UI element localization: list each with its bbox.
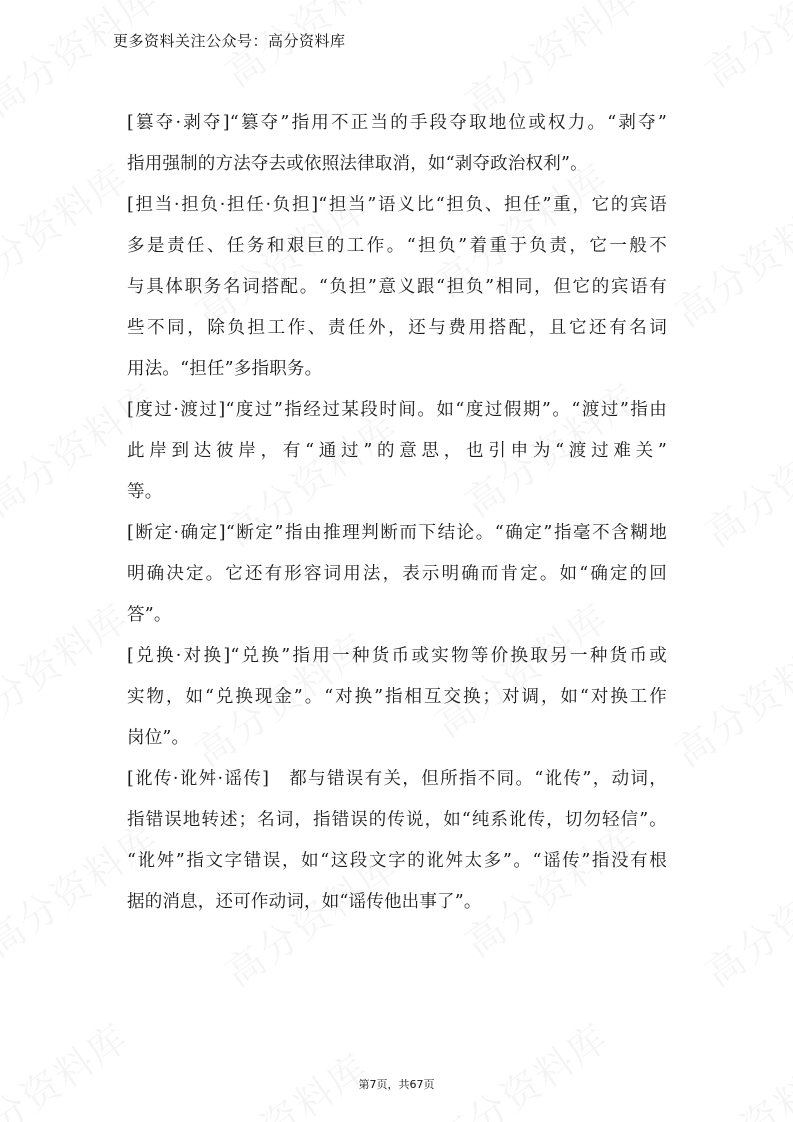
text-line: 指错误地转述；名词，指错误的传说，如“纯系讹传，切勿轻信”。 — [127, 810, 667, 830]
text-line: [篡夺·剥夺]“篡夺”指用不正当的手段夺取地位或权力。“剥夺” — [127, 113, 667, 133]
text-line: “讹舛”指文字错误，如“这段文字的讹舛太多”。“谣传”指没有根 — [127, 851, 667, 871]
watermark-text — [662, 618, 793, 778]
watermark-text — [0, 148, 138, 308]
page-number: 第7页，共67页 — [358, 1078, 435, 1091]
text-line: 答”。 — [127, 605, 172, 625]
entry-cuanduo-boduo — [127, 103, 667, 185]
watermark-text — [0, 588, 138, 748]
entry-duguo-duguo — [127, 390, 667, 513]
watermark-text — [692, 838, 793, 998]
watermark-text — [692, 0, 793, 97]
text-line: 明确决定。它还有形容词用法，表示明确而肯定。如“确定的回 — [127, 564, 667, 584]
page-header: 更多资料关注公众号：高分资料库 — [113, 32, 346, 50]
watermark-text — [662, 178, 793, 338]
text-line: [讹传·讹舛·谣传] 都与错误有关，但所指不同。“讹传”，动词， — [127, 769, 667, 789]
text-line: 指用强制的方法夺去或依照法律取消，如“剥夺政治权利”。 — [127, 154, 588, 174]
text-line: 多是责任、任务和艰巨的工作。“担负”着重于负责，它一般不 — [127, 236, 667, 256]
text-line: 与具体职务名词搭配。“负担”意义跟“担负”相同，但它的宾语有 — [127, 277, 667, 297]
entry-duihuan-duihuan — [127, 636, 667, 759]
text-line: [度过·渡过]“度过”指经过某段时间。如“度过假期”。“渡过”指由 — [127, 400, 667, 420]
text-line: 用法。“担任”多指职务。 — [127, 359, 323, 379]
text-line: [兑换·对换]“兑换”指用一种货币或实物等价换取另一种货币或 — [127, 646, 667, 666]
document-body — [127, 103, 667, 923]
watermark-text — [692, 398, 793, 558]
text-line: 此岸到达彼岸，有“通过”的意思，也引申为“渡过难关” — [127, 441, 667, 461]
text-line: [断定·确定]“断定”指由推理判断而下结论。“确定”指毫不含糊地 — [127, 523, 667, 543]
text-line: 实物，如“兑换现金”。“对换”指相互交换；对调，如“对换工作 — [127, 687, 667, 707]
entry-duanding-queding — [127, 513, 667, 636]
watermark-text — [422, 1008, 617, 1122]
text-line: 等。 — [127, 482, 163, 502]
watermark-text — [0, 1008, 138, 1122]
text-line: 些不同，除负担工作、责任外，还与费用搭配，且它还有名词 — [127, 318, 667, 338]
entry-echuan-yaochuan — [127, 759, 667, 923]
text-line: [担当·担负·担任·负担]“担当”语义比“担负、担任”重，它的宾语 — [127, 195, 667, 215]
text-line: 岗位”。 — [127, 728, 190, 748]
text-line: 据的消息，还可作动词，如“谣传他出事了”。 — [127, 892, 482, 912]
entry-dandang-danfu — [127, 185, 667, 390]
